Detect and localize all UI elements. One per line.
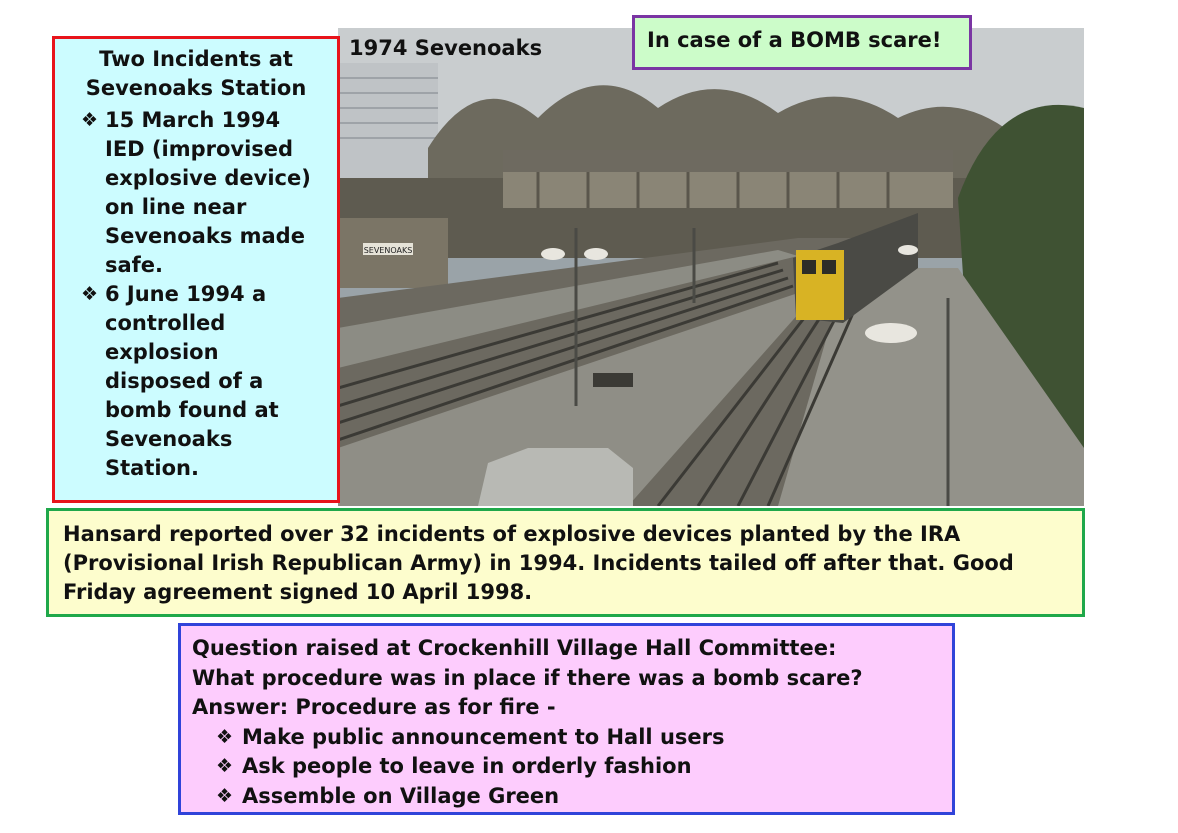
hansard-text: Hansard reported over 32 incidents of explosive devices planted by the IRA (Provisional Irish Republican Army) in 1994. Incidents tailed off after that. Good Friday agreement signed 10 April 1998.: [63, 522, 1014, 604]
procedure-item: [216, 782, 952, 812]
incidents-box: [52, 36, 340, 503]
station-sign-text: SEVENOAKS: [363, 246, 413, 255]
diamond-bullet-icon: ❖: [81, 283, 99, 305]
diamond-bullet-icon: ❖: [216, 755, 234, 777]
station-photo-drawing: [338, 28, 1084, 506]
incident-text: 6 June 1994 a controlled explosion disposed of a bomb found at Sevenoaks Station.: [105, 282, 279, 480]
station-photo: [338, 28, 1084, 506]
incidents-title: Two Incidents at Sevenoaks Station: [85, 47, 307, 100]
diamond-bullet-icon: ❖: [216, 725, 234, 748]
incident-item: [81, 106, 327, 280]
procedure-text: Ask people to leave in orderly fashion: [242, 754, 692, 778]
bomb-scare-banner: [632, 15, 972, 70]
diamond-bullet-icon: ❖: [216, 784, 234, 807]
procedure-list: [192, 723, 952, 812]
incident-item: [81, 280, 327, 483]
question-line: What procedure was in place if there was a bomb scare?: [192, 665, 863, 690]
procedure-item: [216, 723, 952, 753]
hansard-box: [46, 508, 1085, 617]
answer-line: Answer: Procedure as for fire -: [192, 695, 556, 719]
photo-caption: 1974 Sevenoaks: [349, 36, 543, 60]
procedure-text: Assemble on Village Green: [242, 783, 560, 808]
question-line: Question raised at Crockenhill Village Hall Committee:: [192, 636, 837, 660]
incident-text: 15 March 1994 IED (improvised explosive device) on line near Sevenoaks made safe.: [105, 108, 311, 277]
procedure-item: [216, 752, 952, 782]
question-box: [178, 623, 955, 815]
bomb-scare-text: In case of a BOMB scare!: [647, 28, 942, 52]
diamond-bullet-icon: ❖: [81, 109, 99, 131]
procedure-text: Make public announcement to Hall users: [242, 724, 725, 749]
incidents-list: [81, 106, 327, 483]
